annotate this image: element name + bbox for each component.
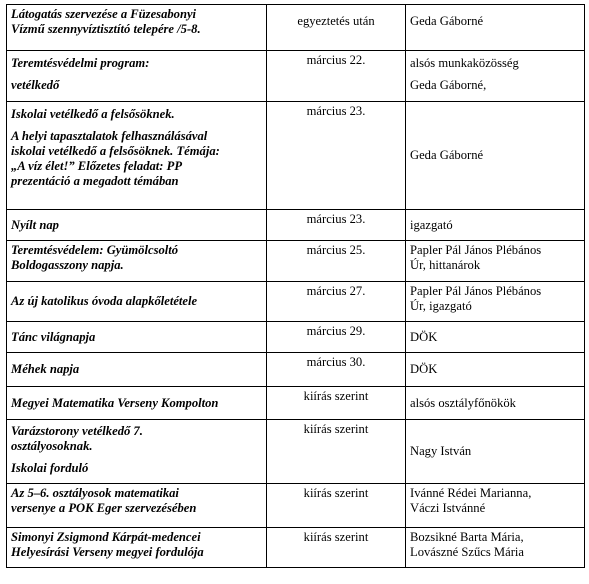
table-row [7, 210, 585, 241]
event-text: Tánc világnapja [11, 329, 96, 344]
date-text: kiírás szerint [303, 422, 369, 436]
responsible-text: Papler Pál János Plébános [410, 243, 542, 257]
responsible-cell [406, 353, 585, 387]
responsible-text: Ivánné Rédei Marianna, [410, 486, 532, 500]
responsible-text: alsós osztályfőnökök [410, 395, 516, 410]
event-cell [7, 51, 267, 102]
table-row [7, 241, 585, 282]
responsible-text: Geda Gáborné [410, 148, 484, 162]
responsible-text: Úr, igazgató [410, 299, 472, 313]
table-row [7, 282, 585, 322]
responsible-cell [406, 51, 585, 102]
date-cell [267, 210, 406, 241]
date-cell [267, 420, 406, 484]
responsible-text: Geda Gáborné, [410, 78, 487, 92]
responsible-text: Nagy István [410, 444, 472, 458]
date-cell [267, 387, 406, 420]
table-row [7, 420, 585, 484]
date-text: március 30. [306, 355, 366, 369]
event-text: Látogatás szervezése a Füzesabonyi [11, 7, 197, 21]
date-text: egyeztetés után [297, 14, 375, 28]
table-row [7, 528, 585, 568]
date-cell [267, 353, 406, 387]
date-text: március 27. [306, 284, 366, 298]
event-text: „A víz élet!” Előzetes feladat: PP [11, 159, 183, 173]
table-row [7, 353, 585, 387]
event-text: Megyei Matematika Verseny Kompolton [11, 395, 219, 410]
table-row [7, 51, 585, 102]
responsible-text: Lovászné Szűcs Mária [410, 545, 525, 559]
event-cell [7, 322, 267, 353]
event-cell [7, 5, 267, 51]
date-text: kiírás szerint [303, 389, 369, 403]
event-cell [7, 282, 267, 322]
event-text: Iskolai vetélkedő a felsősöknek. [11, 107, 175, 121]
event-cell [7, 528, 267, 568]
responsible-text: Geda Gáborné [410, 14, 484, 28]
event-text: Az új katolikus óvoda alapkőletétele [11, 294, 198, 308]
date-cell [267, 322, 406, 353]
date-cell [267, 51, 406, 102]
event-cell [7, 484, 267, 528]
responsible-text: Váczi Istvánné [410, 501, 486, 515]
responsible-cell [406, 484, 585, 528]
responsible-cell [406, 241, 585, 282]
event-cell [7, 420, 267, 484]
event-cell [7, 210, 267, 241]
responsible-cell [406, 420, 585, 484]
responsible-cell [406, 5, 585, 51]
date-text: március 22. [306, 53, 366, 67]
responsible-cell [406, 528, 585, 568]
event-text: Teremtésvédelmi program: [11, 56, 150, 70]
date-text: március 25. [306, 243, 366, 257]
responsible-text: Úr, hittanárok [410, 258, 481, 272]
event-cell [7, 353, 267, 387]
table-row [7, 5, 585, 51]
event-text: iskolai vetélkedő a felsősöknek. Témája: [11, 144, 220, 158]
date-cell [267, 102, 406, 210]
table-row [7, 387, 585, 420]
responsible-cell [406, 322, 585, 353]
responsible-cell [406, 387, 585, 420]
responsible-text: igazgató [410, 217, 453, 232]
event-schedule-table [6, 4, 585, 568]
responsible-text: Bozsikné Barta Mária, [410, 530, 524, 544]
event-text: prezentáció a megadott témában [11, 174, 179, 188]
date-cell [267, 5, 406, 51]
event-text: Iskolai forduló [11, 461, 89, 475]
table-row [7, 322, 585, 353]
date-text: március 23. [306, 212, 366, 226]
responsible-text: Papler Pál János Plébános [410, 284, 542, 298]
event-text: versenye a POK Eger szervezésében [11, 501, 197, 515]
date-cell [267, 484, 406, 528]
event-text: A helyi tapasztalatok felhasználásával [11, 129, 208, 143]
table-row [7, 102, 585, 210]
responsible-text: alsós munkaközösség [410, 56, 519, 70]
event-text: vetélkedő [11, 78, 60, 92]
event-cell [7, 387, 267, 420]
date-text: kiírás szerint [303, 486, 369, 500]
responsible-text: DÖK [410, 329, 438, 344]
event-text: osztályosoknak. [11, 439, 93, 453]
event-text: Vízmű szennyvíztisztító telepére /5-8. [11, 22, 201, 36]
responsible-cell [406, 102, 585, 210]
event-text: Teremtésvédelem: Gyümölcsoltó [11, 243, 179, 257]
event-text: Varázstorony vetélkedő 7. [11, 424, 143, 438]
event-text: Méhek napja [11, 362, 80, 376]
event-text: Az 5–6. osztályosok matematikai [11, 486, 179, 500]
date-cell [267, 528, 406, 568]
event-text: Simonyi Zsigmond Kárpát-medencei [11, 530, 201, 544]
event-cell [7, 241, 267, 282]
date-text: kiírás szerint [303, 530, 369, 544]
date-cell [267, 282, 406, 322]
date-text: március 23. [306, 104, 366, 118]
event-text: Helyesírási Verseny megyei fordulója [11, 545, 204, 559]
event-text: Nyílt nap [11, 217, 59, 232]
event-text: Boldogasszony napja. [11, 258, 124, 272]
event-cell [7, 102, 267, 210]
table-row [7, 484, 585, 528]
responsible-cell [406, 282, 585, 322]
responsible-text: DÖK [410, 362, 438, 376]
responsible-cell [406, 210, 585, 241]
date-text: március 29. [306, 324, 366, 338]
date-cell [267, 241, 406, 282]
